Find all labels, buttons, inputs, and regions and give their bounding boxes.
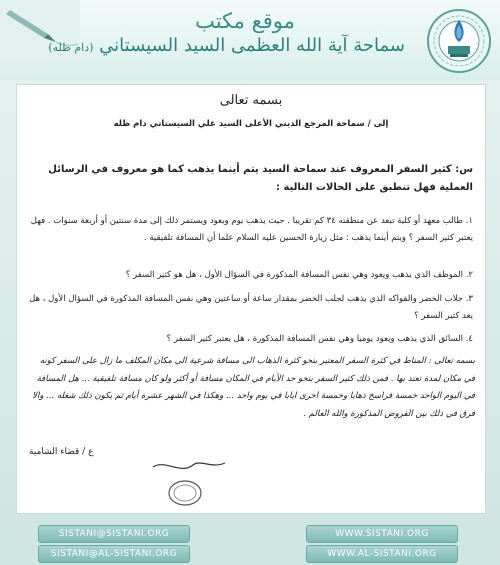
email-link-label: SISTANI@SISTANI.ORG	[58, 529, 170, 539]
website-link-label: WWW.AL-SISTANI.ORG	[327, 549, 437, 559]
site-title-suffix: (دام ظله)	[48, 41, 94, 54]
fatwa-document	[16, 84, 486, 514]
email-link-label: SISTANI@AL-SISTANI.ORG	[50, 549, 178, 559]
seal-stamp-icon	[145, 457, 235, 507]
office-location: ع / قضاء الشامية	[29, 447, 94, 457]
document-bismillah: بسمه تعالى	[219, 93, 283, 108]
site-name: موقع مكتب	[195, 9, 295, 33]
logo-icon	[426, 8, 492, 74]
question-item-1: ١. طالب معهد أو كلية تبعد عن منطقته ٣٤ كم تقريبا . حيث يذهب يوم ويعود ويستمر ذلك إلى مدة سنتين أو أربعة سنوات . فهل يعتبر كثير السفر ؟ ويتم أينما يذهب : مثل زيارة الحسين عليه السلام علما أن المسافة تلفيقية .	[30, 216, 473, 243]
website-link-sistani-org[interactable]	[306, 525, 458, 543]
email-link-al-sistani-org[interactable]	[38, 545, 190, 563]
website-link-al-sistani-org[interactable]	[306, 545, 458, 563]
website-link-label: WWW.SISTANI.ORG	[335, 529, 429, 539]
handwritten-answer: بسمه تعالى : المناط في كثرة السفر المعتبر بنحو كثرة الذهاب الى مسافة شرعية الى مكان المكلف ما زال على السفر كونه في مكان لمدة تعتد بها . فمن ذلك كثير السفر بنحو حد الأيام في المكان مسافة أو أكثر ولو كان مسافة تلفيقية ... هل المسافة في اليوم الواحد خمسة فراسخ ذهابا وخمسة اخرى ايابا في يوم واحد ... وهكذا في الشهر عشرة أيام ثم يكون ذلك شغله ... والا فرق في ذلك بين الفروض المذكورة والله العالم .	[32, 356, 475, 419]
question-item-3: ٣. جلاب الخضر والفواكه الذي يذهب لجلب الخضر بمقدار ساعة أو ساعتين وهي نفس المسافة المذكورة في السؤال الأول ، هل يعد كثير السفر ؟	[29, 294, 473, 321]
question-item-2: ٢. الموظف الذي يذهب ويعود وهي نفس المسافة المذكورة في السؤال الأول ، هل هو كثير السفر ؟	[125, 270, 473, 280]
site-title-main: سماحة آية الله العظمى السيد السيستاني	[99, 35, 405, 56]
question-item-4: ٤. السائق الذي يذهب ويعود يوميا وهي نفس المسافة المذكورة ، هل يعتبر كثير السفر ؟	[166, 334, 473, 344]
document-question: س: كثير السفر المعروف عند سماحة السيد يتم أينما يذهب كما هو معروف في الرسائل العملية فهل تنطبق على الحالات التالية :	[48, 164, 473, 193]
site-title	[48, 33, 405, 61]
email-link-sistani-org[interactable]	[38, 525, 190, 543]
site-header	[0, 0, 500, 80]
document-addressee: إلى / سماحة المرجع الديني الأعلى السيد علي السيستاني دام ظله	[113, 119, 389, 129]
